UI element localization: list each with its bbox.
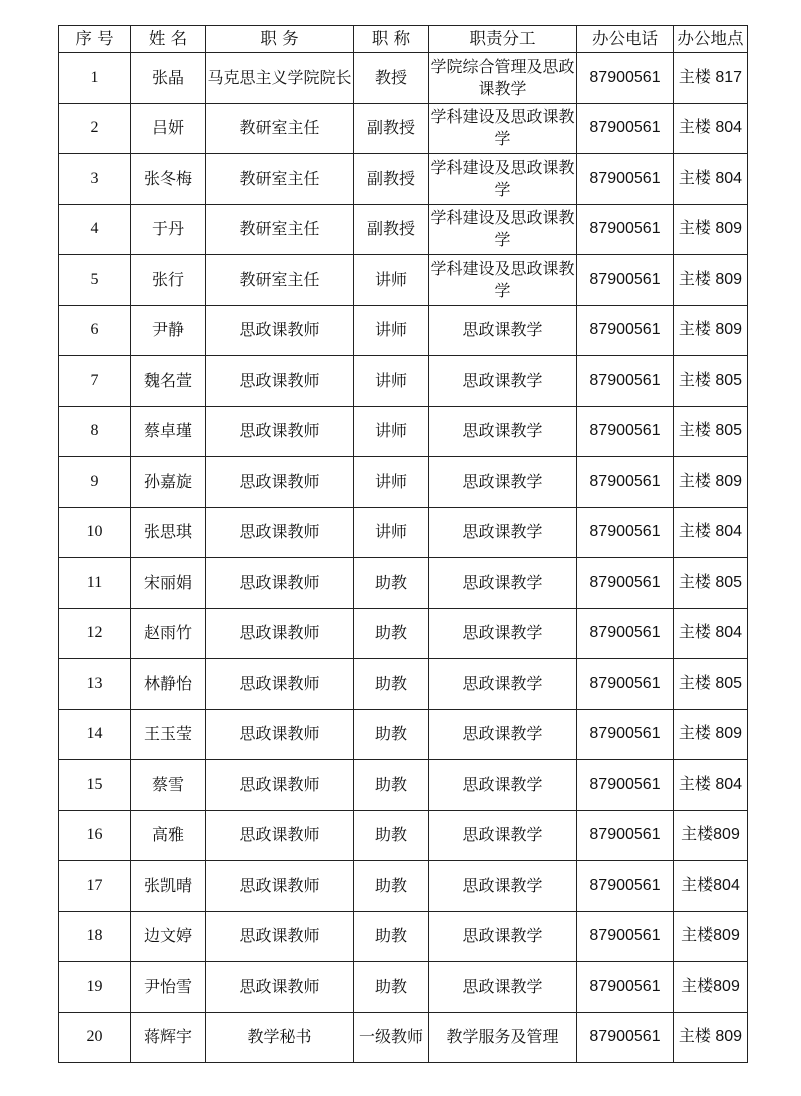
cell-title: 教授 <box>354 53 429 104</box>
cell-responsibility: 思政课教学 <box>429 457 577 508</box>
cell-office: 主楼 805 <box>674 406 748 457</box>
cell-title: 助教 <box>354 608 429 659</box>
cell-number: 6 <box>59 305 131 356</box>
cell-responsibility: 思政课教学 <box>429 507 577 558</box>
cell-phone: 87900561 <box>577 53 674 104</box>
cell-office: 主楼 809 <box>674 709 748 760</box>
cell-phone: 87900561 <box>577 204 674 255</box>
cell-office: 主楼 809 <box>674 255 748 306</box>
cell-responsibility: 思政课教学 <box>429 861 577 912</box>
cell-office: 主楼 804 <box>674 154 748 205</box>
cell-title: 助教 <box>354 962 429 1013</box>
cell-phone: 87900561 <box>577 659 674 710</box>
cell-responsibility: 思政课教学 <box>429 760 577 811</box>
cell-number: 7 <box>59 356 131 407</box>
cell-duty: 思政课教师 <box>206 356 354 407</box>
cell-duty: 思政课教师 <box>206 709 354 760</box>
cell-phone: 87900561 <box>577 911 674 962</box>
cell-title: 副教授 <box>354 154 429 205</box>
cell-duty: 思政课教师 <box>206 861 354 912</box>
cell-number: 14 <box>59 709 131 760</box>
cell-phone: 87900561 <box>577 406 674 457</box>
cell-name: 张冬梅 <box>131 154 206 205</box>
cell-duty: 马克思主义学院院长 <box>206 53 354 104</box>
cell-office: 主楼 809 <box>674 204 748 255</box>
cell-number: 5 <box>59 255 131 306</box>
cell-phone: 87900561 <box>577 810 674 861</box>
header-name: 姓 名 <box>131 26 206 53</box>
header-number: 序 号 <box>59 26 131 53</box>
cell-responsibility: 学院综合管理及思政课教学 <box>429 53 577 104</box>
cell-office: 主楼 809 <box>674 1012 748 1063</box>
cell-office: 主楼809 <box>674 911 748 962</box>
cell-duty: 思政课教师 <box>206 760 354 811</box>
cell-name: 王玉莹 <box>131 709 206 760</box>
cell-title: 讲师 <box>354 305 429 356</box>
cell-office: 主楼 805 <box>674 659 748 710</box>
cell-office: 主楼 805 <box>674 356 748 407</box>
table-row <box>59 810 748 861</box>
header-duty: 职 务 <box>206 26 354 53</box>
cell-name: 张晶 <box>131 53 206 104</box>
table-row <box>59 507 748 558</box>
cell-responsibility: 学科建设及思政课教学 <box>429 204 577 255</box>
cell-title: 一级教师 <box>354 1012 429 1063</box>
cell-phone: 87900561 <box>577 861 674 912</box>
cell-office: 主楼 804 <box>674 103 748 154</box>
cell-duty: 思政课教师 <box>206 457 354 508</box>
cell-name: 孙嘉旋 <box>131 457 206 508</box>
cell-office: 主楼809 <box>674 962 748 1013</box>
cell-name: 蒋辉宇 <box>131 1012 206 1063</box>
cell-number: 8 <box>59 406 131 457</box>
cell-duty: 教研室主任 <box>206 103 354 154</box>
cell-duty: 思政课教师 <box>206 962 354 1013</box>
cell-title: 副教授 <box>354 204 429 255</box>
cell-title: 助教 <box>354 861 429 912</box>
cell-office: 主楼 804 <box>674 760 748 811</box>
cell-title: 讲师 <box>354 507 429 558</box>
cell-title: 助教 <box>354 709 429 760</box>
cell-number: 2 <box>59 103 131 154</box>
cell-responsibility: 思政课教学 <box>429 709 577 760</box>
cell-duty: 思政课教师 <box>206 507 354 558</box>
table-header <box>59 26 748 53</box>
cell-responsibility: 学科建设及思政课教学 <box>429 103 577 154</box>
cell-number: 12 <box>59 608 131 659</box>
table-row <box>59 204 748 255</box>
header-title: 职 称 <box>354 26 429 53</box>
cell-name: 高雅 <box>131 810 206 861</box>
staff-table <box>58 25 748 1063</box>
cell-phone: 87900561 <box>577 760 674 811</box>
cell-phone: 87900561 <box>577 457 674 508</box>
cell-number: 16 <box>59 810 131 861</box>
cell-number: 20 <box>59 1012 131 1063</box>
table-row <box>59 659 748 710</box>
cell-number: 10 <box>59 507 131 558</box>
cell-name: 张行 <box>131 255 206 306</box>
table-row <box>59 53 748 104</box>
cell-phone: 87900561 <box>577 305 674 356</box>
cell-phone: 87900561 <box>577 608 674 659</box>
cell-name: 蔡雪 <box>131 760 206 811</box>
cell-office: 主楼 805 <box>674 558 748 609</box>
cell-responsibility: 思政课教学 <box>429 406 577 457</box>
cell-name: 蔡卓瑾 <box>131 406 206 457</box>
cell-duty: 教研室主任 <box>206 255 354 306</box>
cell-office: 主楼804 <box>674 861 748 912</box>
cell-title: 助教 <box>354 911 429 962</box>
table-row <box>59 558 748 609</box>
cell-duty: 思政课教师 <box>206 659 354 710</box>
table-row <box>59 406 748 457</box>
table-row <box>59 103 748 154</box>
cell-number: 3 <box>59 154 131 205</box>
cell-title: 助教 <box>354 558 429 609</box>
cell-duty: 思政课教师 <box>206 305 354 356</box>
table-row <box>59 1012 748 1063</box>
cell-title: 讲师 <box>354 255 429 306</box>
cell-number: 17 <box>59 861 131 912</box>
cell-responsibility: 思政课教学 <box>429 608 577 659</box>
cell-name: 边文婷 <box>131 911 206 962</box>
cell-duty: 教学秘书 <box>206 1012 354 1063</box>
cell-name: 赵雨竹 <box>131 608 206 659</box>
cell-number: 11 <box>59 558 131 609</box>
table-row <box>59 962 748 1013</box>
cell-title: 讲师 <box>354 406 429 457</box>
table-row <box>59 760 748 811</box>
cell-name: 张凯晴 <box>131 861 206 912</box>
cell-number: 1 <box>59 53 131 104</box>
table-row <box>59 255 748 306</box>
cell-responsibility: 思政课教学 <box>429 305 577 356</box>
cell-phone: 87900561 <box>577 558 674 609</box>
table-row <box>59 861 748 912</box>
cell-office: 主楼 804 <box>674 608 748 659</box>
cell-name: 张思琪 <box>131 507 206 558</box>
table-row <box>59 608 748 659</box>
cell-responsibility: 学科建设及思政课教学 <box>429 154 577 205</box>
header-responsibility: 职责分工 <box>429 26 577 53</box>
cell-responsibility: 学科建设及思政课教学 <box>429 255 577 306</box>
cell-phone: 87900561 <box>577 962 674 1013</box>
cell-number: 13 <box>59 659 131 710</box>
cell-duty: 教研室主任 <box>206 154 354 205</box>
cell-title: 讲师 <box>354 457 429 508</box>
cell-office: 主楼809 <box>674 810 748 861</box>
cell-title: 助教 <box>354 810 429 861</box>
cell-office: 主楼 817 <box>674 53 748 104</box>
cell-duty: 思政课教师 <box>206 810 354 861</box>
cell-phone: 87900561 <box>577 507 674 558</box>
table-row <box>59 154 748 205</box>
table-row <box>59 457 748 508</box>
header-office: 办公地点 <box>674 26 748 53</box>
cell-name: 宋丽娟 <box>131 558 206 609</box>
cell-number: 9 <box>59 457 131 508</box>
cell-responsibility: 思政课教学 <box>429 659 577 710</box>
cell-name: 吕妍 <box>131 103 206 154</box>
cell-number: 18 <box>59 911 131 962</box>
cell-responsibility: 思政课教学 <box>429 356 577 407</box>
header-row <box>59 26 748 53</box>
cell-phone: 87900561 <box>577 255 674 306</box>
cell-name: 林静怡 <box>131 659 206 710</box>
table-row <box>59 709 748 760</box>
cell-office: 主楼 809 <box>674 457 748 508</box>
table-row <box>59 305 748 356</box>
cell-duty: 思政课教师 <box>206 911 354 962</box>
cell-name: 尹静 <box>131 305 206 356</box>
header-phone: 办公电话 <box>577 26 674 53</box>
cell-name: 于丹 <box>131 204 206 255</box>
cell-title: 助教 <box>354 760 429 811</box>
cell-duty: 思政课教师 <box>206 608 354 659</box>
cell-duty: 思政课教师 <box>206 558 354 609</box>
cell-responsibility: 思政课教学 <box>429 911 577 962</box>
cell-title: 讲师 <box>354 356 429 407</box>
cell-responsibility: 思政课教学 <box>429 962 577 1013</box>
cell-phone: 87900561 <box>577 1012 674 1063</box>
cell-office: 主楼 804 <box>674 507 748 558</box>
cell-responsibility: 思政课教学 <box>429 558 577 609</box>
cell-name: 魏名萱 <box>131 356 206 407</box>
cell-duty: 教研室主任 <box>206 204 354 255</box>
cell-office: 主楼 809 <box>674 305 748 356</box>
cell-title: 副教授 <box>354 103 429 154</box>
table-body <box>59 53 748 1063</box>
cell-responsibility: 思政课教学 <box>429 810 577 861</box>
cell-responsibility: 教学服务及管理 <box>429 1012 577 1063</box>
cell-number: 4 <box>59 204 131 255</box>
cell-phone: 87900561 <box>577 356 674 407</box>
cell-number: 15 <box>59 760 131 811</box>
cell-phone: 87900561 <box>577 709 674 760</box>
cell-name: 尹怡雪 <box>131 962 206 1013</box>
table-row <box>59 911 748 962</box>
cell-title: 助教 <box>354 659 429 710</box>
cell-phone: 87900561 <box>577 103 674 154</box>
cell-number: 19 <box>59 962 131 1013</box>
table-row <box>59 356 748 407</box>
cell-duty: 思政课教师 <box>206 406 354 457</box>
cell-phone: 87900561 <box>577 154 674 205</box>
